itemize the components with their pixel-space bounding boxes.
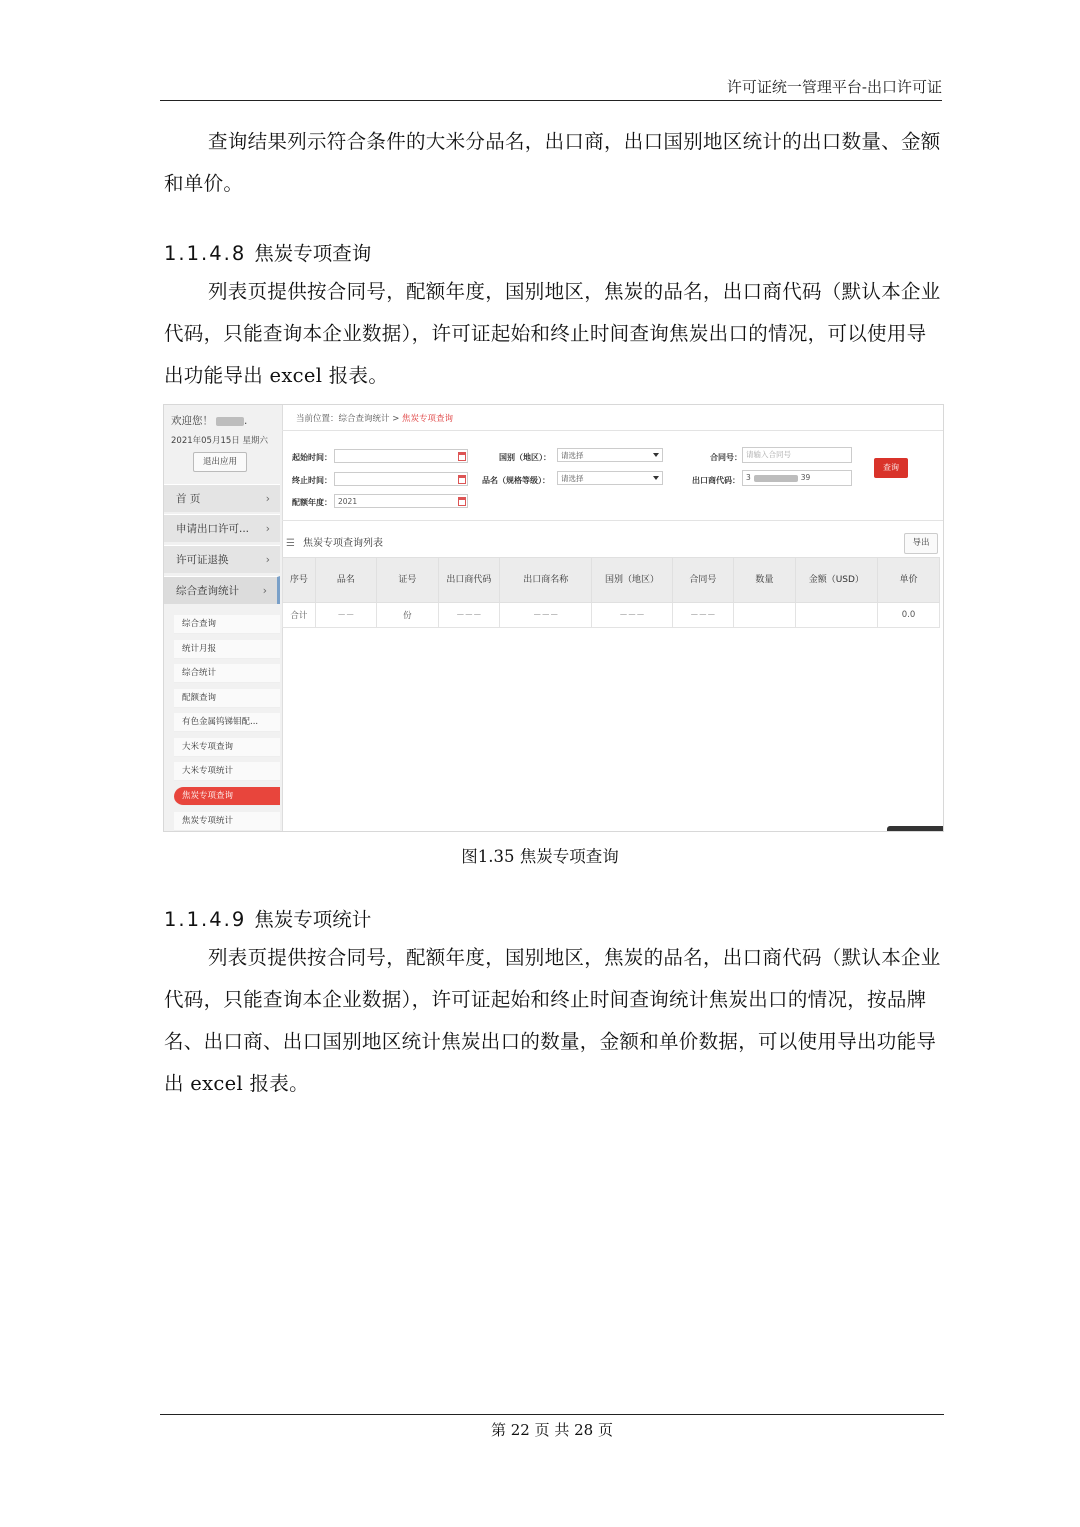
contract-label: 合同号：: [710, 453, 742, 462]
col-header: 出口商名称: [500, 558, 592, 603]
end-time-input[interactable]: [334, 472, 468, 486]
divider: [282, 520, 943, 521]
col-header: 证号: [377, 558, 439, 603]
nav-item-query-stats[interactable]: 综合查询统计 ›: [164, 576, 280, 604]
exporter-code-label: 出口商代码：: [692, 476, 740, 485]
table-cell: －－－: [672, 603, 734, 628]
table-cell: [795, 603, 877, 628]
section-number: 1.1.4.8: [164, 242, 247, 265]
list-title: ☰ 焦炭专项查询列表: [286, 538, 383, 549]
chevron-down-icon: [653, 453, 659, 457]
table-header-row: [283, 558, 940, 603]
quota-year-label: 配额年度：: [292, 498, 332, 507]
section-title: 焦炭专项查询: [254, 242, 372, 265]
country-label: 国别（地区）：: [499, 453, 551, 462]
section-heading-2: [164, 904, 371, 932]
table-cell: －－－: [592, 603, 672, 628]
nav-item-return[interactable]: 许可证退换 ›: [164, 545, 280, 573]
page-header: [160, 76, 942, 101]
contract-input[interactable]: 请输入合同号: [742, 447, 852, 463]
breadcrumb-current: 焦炭专项查询: [402, 414, 454, 424]
table-cell: 0.0: [877, 603, 939, 628]
sub-item-rice-query[interactable]: 大米专项查询: [174, 738, 280, 757]
page-number: 第 22 页 共 28 页: [490, 1421, 613, 1439]
sub-item-general-query[interactable]: 综合查询: [174, 615, 280, 634]
result-table: [282, 557, 940, 628]
col-header: 序号: [283, 558, 316, 603]
sub-item-coke-query[interactable]: 焦炭专项查询: [174, 787, 280, 806]
end-time-label: 终止时间：: [292, 476, 332, 485]
query-button[interactable]: 查询: [874, 458, 908, 478]
redacted-username: [216, 417, 244, 426]
sub-item-rice-stats[interactable]: 大米专项统计: [174, 762, 280, 781]
figure-caption: 图1.35 焦炭专项查询: [461, 847, 619, 866]
table-cell: [734, 603, 796, 628]
start-time-label: 起始时间：: [292, 453, 332, 462]
chevron-down-icon: [653, 476, 659, 480]
chevron-right-icon: ›: [265, 554, 270, 566]
chevron-right-icon: ›: [265, 523, 270, 535]
nav-item-apply[interactable]: 申请出口许可... ›: [164, 514, 280, 542]
table-cell: －－－: [438, 603, 500, 628]
sub-item-metal-quota[interactable]: 有色金属钨锑钼配...: [174, 713, 280, 732]
col-header: 合同号: [672, 558, 734, 603]
start-time-input[interactable]: [334, 449, 468, 463]
export-button[interactable]: 导出: [904, 533, 938, 554]
divider: [282, 430, 943, 431]
quota-year-input[interactable]: 2021: [334, 494, 468, 508]
col-header: 单价: [877, 558, 939, 603]
page-footer: [160, 1414, 944, 1449]
paragraph-1: 查询结果列示符合条件的大米分品名，出口商，出口国别地区统计的出口数量、金额和单价。: [164, 130, 941, 195]
date-text: 2021年05月15日 星期六: [171, 436, 268, 446]
col-header: 金额（USD）: [795, 558, 877, 603]
col-header: 数量: [734, 558, 796, 603]
chevron-right-icon: ›: [262, 585, 267, 597]
table-cell: 合计: [283, 603, 316, 628]
exporter-code-input[interactable]: 3 39: [742, 470, 852, 486]
col-header: 品名: [315, 558, 377, 603]
redacted-code: [754, 475, 798, 482]
calendar-icon[interactable]: [458, 497, 466, 506]
sub-item-monthly-report[interactable]: 统计月报: [174, 640, 280, 659]
table-total-row: [283, 603, 940, 628]
breadcrumb: 当前位置：综合查询统计 > 焦炭专项查询: [296, 414, 454, 424]
main-panel: [282, 405, 943, 831]
paragraph-2: 列表页提供按合同号，配额年度，国别地区，焦炭的品名，出口商代码（默认本企业代码，只能查询本企业数据），许可证起始和终止时间查询焦炭出口的情况，可以使用导出功能导出 excel 报表。: [164, 280, 941, 387]
logout-button[interactable]: 退出应用: [193, 452, 247, 472]
page-header-title: 许可证统一管理平台-出口许可证: [726, 78, 942, 96]
col-header: 国别（地区）: [592, 558, 672, 603]
calendar-icon[interactable]: [458, 452, 466, 461]
product-select[interactable]: 请选择: [557, 471, 663, 485]
country-select[interactable]: 请选择: [557, 448, 663, 462]
scrollbar[interactable]: [887, 826, 943, 831]
nav-item-home[interactable]: 首 页 ›: [164, 484, 280, 512]
sub-item-general-stats[interactable]: 综合统计: [174, 664, 280, 683]
table-cell: －－－: [500, 603, 592, 628]
sub-item-quota-query[interactable]: 配额查询: [174, 689, 280, 708]
section-title: 焦炭专项统计: [254, 908, 372, 931]
paragraph-3: 列表页提供按合同号，配额年度，国别地区，焦炭的品名，出口商代码（默认本企业代码，只能查询本企业数据），许可证起始和终止时间查询统计焦炭出口的情况，按品牌名、出口商、出口国别地区统计焦炭出口的数量，金额和单价数据，可以使用导出功能导出 excel 报表。: [164, 946, 941, 1095]
sidebar: [164, 405, 283, 831]
section-heading-1: [164, 238, 371, 266]
list-icon: ☰: [286, 538, 295, 549]
welcome-text: 欢迎您！ .: [171, 415, 248, 427]
sub-item-coke-stats[interactable]: 焦炭专项统计: [174, 812, 280, 831]
calendar-icon[interactable]: [458, 475, 466, 484]
table-cell: －－: [315, 603, 377, 628]
figure-screenshot: [163, 404, 944, 832]
section-number: 1.1.4.9: [164, 908, 247, 931]
chevron-right-icon: ›: [265, 493, 270, 505]
product-label: 品名（规格等级）：: [482, 476, 550, 485]
col-header: 出口商代码: [438, 558, 500, 603]
table-cell: 份: [377, 603, 439, 628]
